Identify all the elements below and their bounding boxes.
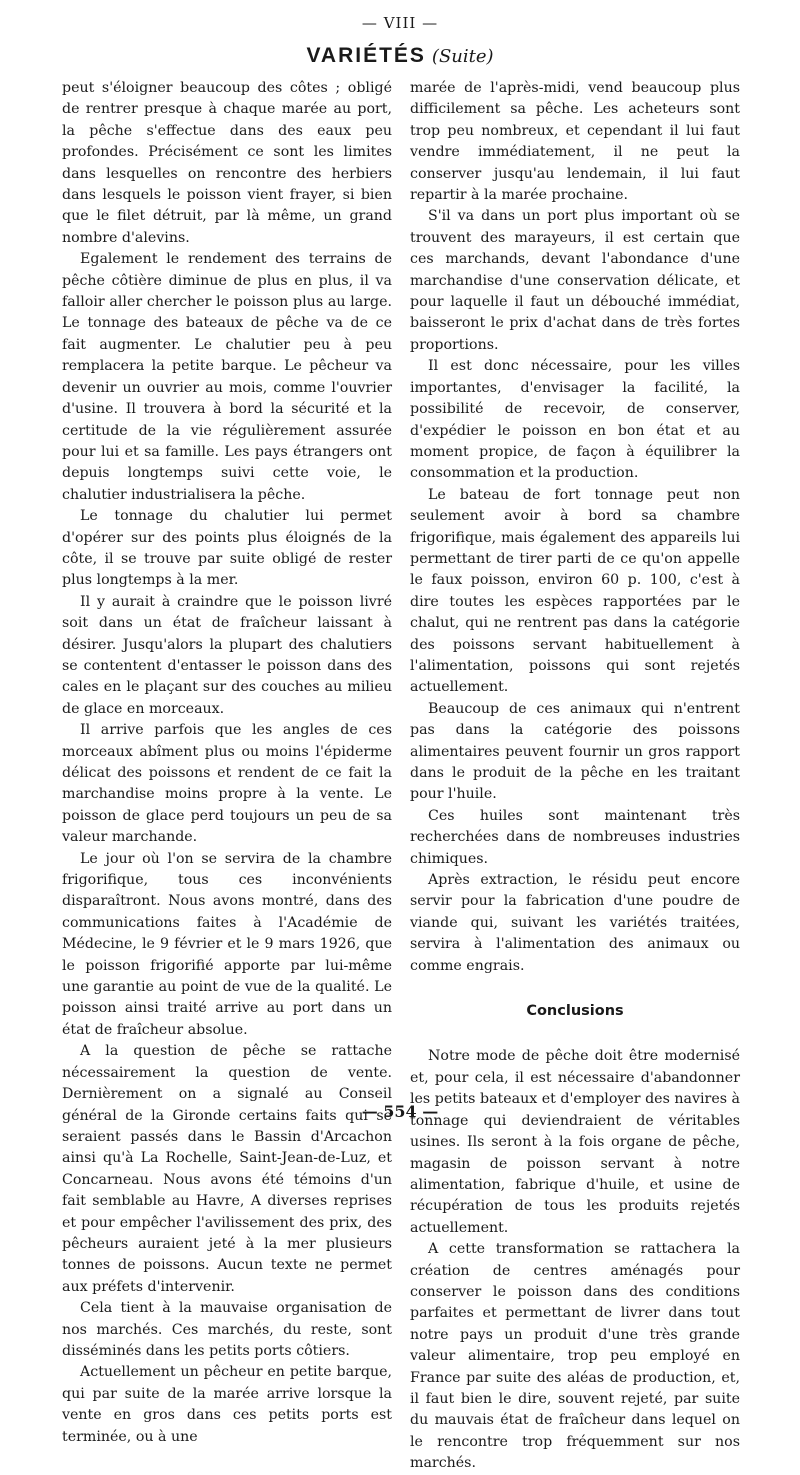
paragraph: Actuellement un pêcheur en petite barque, qui par suite de la marée arrive lorsque la vente en gros dans ces petits ports est terminée, ou à une [62, 1364, 392, 1445]
paragraph: marée de l'après-midi, vend beaucoup plus difficilement sa pêche. Les acheteurs sont trop peu nombreux, et cependant il lui faut vendre immédiatement, il ne peut la conserver jusqu'au lendemain, il lui faut repartir à la marée prochaine. [410, 80, 740, 204]
paragraph: Après extraction, le résidu peut encore servir pour la fabrication d'une poudre de viande qui, suivant les variétés traitées, servira à l'alimentation des animaux ou comme engrais. [410, 872, 740, 974]
paragraph: Egalement le rendement des terrains de pêche côtière diminue de plus en plus, il va falloir aller chercher le poisson plus au large. Le tonnage des bateaux de pêche va de ce fait augmenter. Le chalutier peu à peu remplacera la petite barque. Le pêcheur va devenir un ouvrier au mois, comme l'ouvrier d'usine. Il trouvera à bord la sécurité et la certitude de la vie régulièrement assurée pour lui et sa famille. Les pays étrangers ont depuis longtemps suivi cette voie, le chalutier industrialisera la pêche. [62, 251, 392, 503]
paragraph: peut s'éloigner beaucoup des côtes ; obligé de rentrer presque à chaque marée au port, la pêche s'effectue dans des eaux peu profondes. Précisément ce sont les limites dans lesquelles on rencontre des herbiers dans lesquels le poisson vient frayer, si bien que le filet détruit, par là même, un grand nombre d'alevins. [62, 80, 392, 246]
page-number: — 554 — [361, 1102, 439, 1121]
left-column [62, 78, 392, 1448]
paragraph: Il arrive parfois que les angles de ces morceaux abîment plus ou moins l'épiderme délicat des poissons et rendent de ce fait la marchandise moins propre à la vente. Le poisson de glace perd toujours un peu de sa valeur marchande. [62, 722, 392, 846]
paragraph: Il y aurait à craindre que le poisson livré soit dans un état de fraîcheur laissant à désirer. Jusqu'alors la plupart des chalutiers se contentent d'entasser le poisson dans des cales en le plaçant sur des couches au milieu de glace en morceaux. [62, 593, 392, 717]
paragraph: Le jour où l'on se servira de la chambre frigorifique, tous ces inconvénients disparaîtront. Nous avons montré, dans des communications faites à l'Académie de Médecine, le 9 février et le 9 mars 1926, que le poisson frigorifié apporte par lui-même une garantie au point de vue de la qualité. Le poisson ainsi traité arrive au port dans un état de fraîcheur absolue. [62, 850, 392, 1038]
section-title: VARIÉTÉS [306, 44, 426, 67]
paragraph: Le tonnage du chalutier lui permet d'opérer sur des points plus éloignés de la côte, il se trouve par suite obligé de rester plus longtemps à la mer. [62, 508, 392, 589]
paragraph: Beaucoup de ces animaux qui n'entrent pas dans la catégorie des poissons alimentaires peuvent fournir un gros rapport dans le produit de la pêche en les traitant pour l'huile. [410, 700, 740, 803]
paragraph: Il est donc nécessaire, pour les villes importantes, d'envisager la facilité, la possibilité de recevoir, de conserver, d'expédier le poisson en bon état et au moment propice, de façon à équilibrer la consommation et la production. [410, 358, 740, 482]
right-column [410, 78, 740, 1475]
conclusions-heading: Conclusions [526, 1003, 624, 1020]
paragraph: A la question de pêche se rattache nécessairement la question de vente. Dernièrement on a signalé au Conseil général de la Gironde certains faits qui se seraient passés dans le Bassin d'Arcachon ainsi qu'à La Rochelle, Saint-Jean-de-Luz, et Concarneau. Nous avons été témoins d'un fait semblable au Havre, A diverses reprises et pour empêcher l'avilissement des prix, des pêcheurs auraient jeté à la mer plusieurs tonnes de poissons. Aucun texte ne permet aux préfets d'intervenir. [62, 1043, 392, 1295]
paragraph: Le bateau de fort tonnage peut non seulement avoir à bord sa chambre frigorifique, mais également des appareils lui permettant de tirer parti de ce qu'on appelle le faux poisson, environ 60 p. 100, c'est à dire toutes les espèces rapportées par le chalut, qui ne rentrent pas dans la catégorie des poissons servant habituellement à l'alimentation, poissons qui sont rejetés actuellement. [410, 486, 740, 696]
paragraph: A cette transformation se rattachera la création de centres aménagés pour conserver le poisson dans des conditions parfaites et permettant de livrer dans tout notre pays un produit d'une très grande valeur alimentaire, trop peu employé en France par suite des aléas de production, et, il faut bien le dire, souvent rejeté, par suite du mauvais état de fraîcheur dans lequel on le rencontre trop fréquemment sur nos marchés. [410, 1241, 740, 1472]
paragraph: Ces huiles sont maintenant très recherchées dans de nombreuses industries chimiques. [410, 807, 740, 867]
paragraph: Notre mode de pêche doit être modernisé et, pour cela, il est nécessaire d'abandonner les petits bateaux et d'employer des navires à tonnage qui deviendraient de véritables usines. Ils seront à la fois organe de pêche, magasin de poisson servant à notre alimentation, fabrique d'huile, et usine de récupération de tous les produits rejetés actuellement. [410, 1048, 740, 1236]
section-header [0, 44, 800, 68]
paragraph: Cela tient à la mauvaise organisation de nos marchés. Ces marchés, du reste, sont disséminés dans les petits ports côtiers. [62, 1300, 392, 1359]
page-number-roman: — VIII — [361, 14, 439, 32]
paragraph: S'il va dans un port plus important où se trouvent des marayeurs, il est certain que ces marchands, devant l'abondance d'une marchandise d'une conservation délicate, et pour laquelle il faut un débouché immédiat, baisseront le prix d'achat dans de très fortes proportions. [410, 208, 740, 353]
section-title-suite: (Suite) [431, 46, 494, 67]
